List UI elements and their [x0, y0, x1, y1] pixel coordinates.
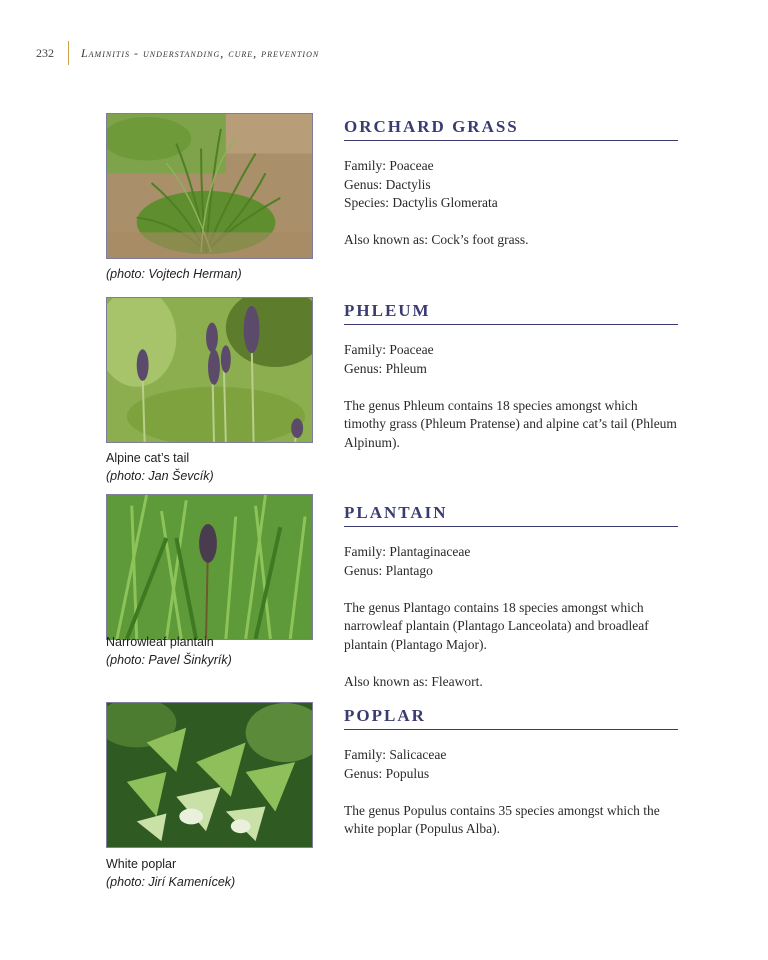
photo-credit: (photo: Jirí Kamenícek)	[106, 875, 236, 889]
photo-caption-name: Narrowleaf plantain	[106, 635, 214, 649]
family-line: Family: Salicaceae	[344, 747, 447, 762]
orchard-grass-entry	[344, 117, 678, 250]
header-divider	[68, 41, 69, 65]
orchard-grass-caption	[106, 265, 242, 283]
family-line: Family: Poaceae	[344, 342, 434, 357]
genus-line: Genus: Plantago	[344, 562, 433, 578]
plantain-caption	[106, 633, 232, 669]
photo-credit: (photo: Pavel Šinkyrík)	[106, 653, 232, 667]
description: The genus Plantago contains 18 species amongst which narrowleaf plantain (Plantago Lanceolata) and broadleaf plantain (Plantago Major).	[344, 599, 649, 652]
plantain-photo	[106, 494, 313, 640]
photo-caption-name: White poplar	[106, 857, 177, 871]
phleum-caption	[106, 449, 214, 485]
poplar-entry	[344, 706, 678, 839]
entry-title: ORCHARD GRASS	[344, 117, 678, 141]
family-line: Family: Poaceae	[344, 158, 434, 173]
genus-line: Genus: Phleum	[344, 360, 427, 376]
poplar-caption	[106, 855, 235, 891]
genus-line: Genus: Dactylis	[344, 176, 431, 192]
entry-title: PHLEUM	[344, 301, 678, 325]
also-known-line: Also known as: Fleawort.	[344, 673, 483, 689]
page-number: 232	[36, 45, 54, 60]
poplar-photo	[106, 702, 313, 848]
orchard-grass-photo	[106, 113, 313, 259]
species-line: Species: Dactylis Glomerata	[344, 195, 498, 210]
phleum-entry	[344, 301, 678, 452]
plantain-entry	[344, 503, 678, 691]
phleum-photo	[106, 297, 313, 443]
photo-caption-name: Alpine cat’s tail	[106, 451, 190, 465]
description: The genus Populus contains 35 species amongst which the white poplar (Populus Alba).	[344, 802, 660, 836]
book-title: Laminitis - understanding, cure, prevention	[81, 45, 320, 60]
description: The genus Phleum contains 18 species amongst which timothy grass (Phleum Pratense) and alpine cat’s tail (Phleum Alpinum).	[344, 397, 677, 450]
entry-title: PLANTAIN	[344, 503, 678, 527]
running-header	[36, 40, 319, 66]
also-known-line: Also known as: Cock’s foot grass.	[344, 232, 529, 247]
entry-title: POPLAR	[344, 706, 678, 730]
photo-credit: (photo: Vojtech Herman)	[106, 267, 242, 281]
family-line: Family: Plantaginaceae	[344, 544, 471, 559]
genus-line: Genus: Populus	[344, 765, 430, 781]
photo-credit: (photo: Jan Ševcík)	[106, 469, 214, 483]
